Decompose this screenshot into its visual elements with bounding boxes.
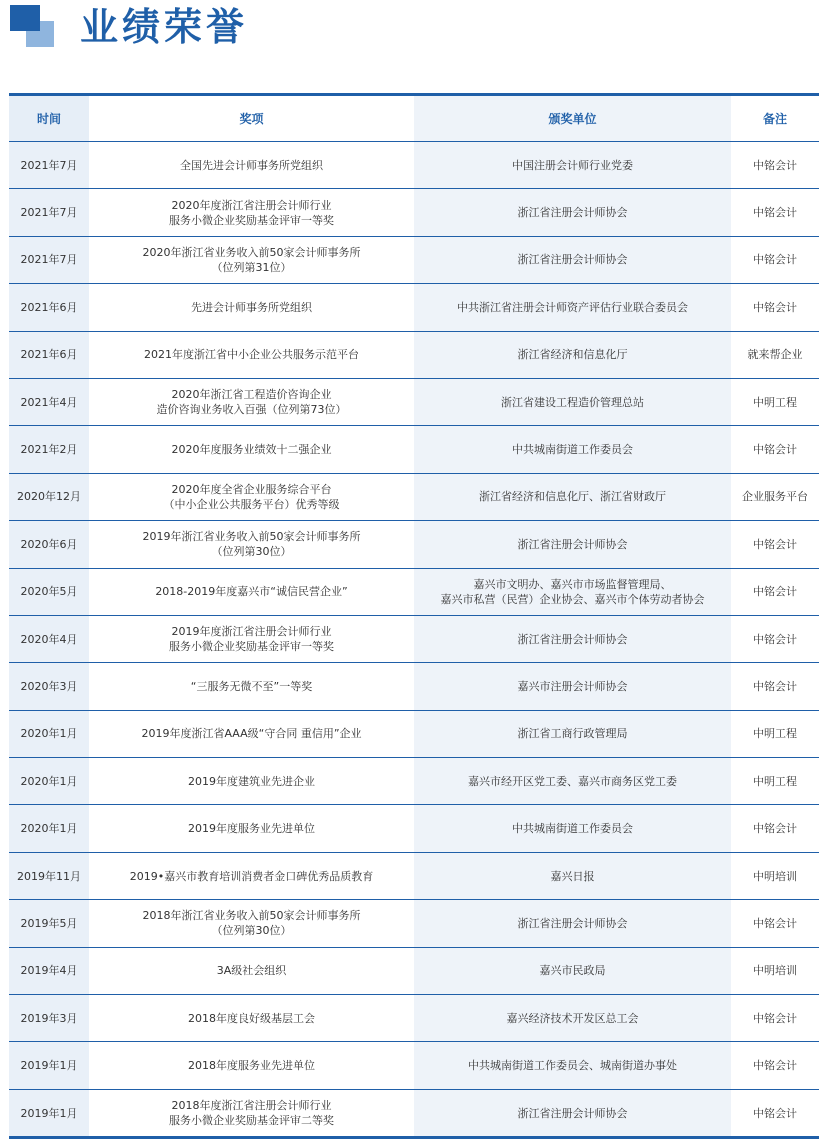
cell-note: 中铭会计 bbox=[731, 142, 819, 189]
cell-date: 2020年1月 bbox=[9, 805, 89, 852]
table-row bbox=[9, 663, 819, 710]
column-header-date: 时间 bbox=[9, 95, 89, 142]
cell-note: 中明培训 bbox=[731, 947, 819, 994]
cell-organization: 嘉兴市民政局 bbox=[414, 947, 731, 994]
table-body bbox=[9, 142, 819, 1138]
table-row bbox=[9, 473, 819, 520]
table-row bbox=[9, 710, 819, 757]
cell-award: 2018年度浙江省注册会计师行业 服务小微企业奖励基金评审二等奖 bbox=[89, 1089, 414, 1137]
cell-date: 2019年3月 bbox=[9, 995, 89, 1042]
cell-award: 全国先进会计师事务所党组织 bbox=[89, 142, 414, 189]
cell-award: 2019年度浙江省注册会计师行业 服务小微企业奖励基金评审一等奖 bbox=[89, 615, 414, 662]
logo-squares-icon bbox=[10, 5, 56, 49]
cell-note: 中铭会计 bbox=[731, 900, 819, 947]
cell-organization: 浙江省注册会计师协会 bbox=[414, 236, 731, 283]
cell-award: 2020年浙江省业务收入前50家会计师事务所 （位列第31位） bbox=[89, 236, 414, 283]
table-row bbox=[9, 568, 819, 615]
cell-note: 中明培训 bbox=[731, 852, 819, 899]
cell-organization: 中共浙江省注册会计师资产评估行业联合委员会 bbox=[414, 284, 731, 331]
cell-note: 中铭会计 bbox=[731, 1089, 819, 1137]
cell-award: 2021年度浙江省中小企业公共服务示范平台 bbox=[89, 331, 414, 378]
cell-award: 2019年度建筑业先进企业 bbox=[89, 758, 414, 805]
column-header-award: 奖项 bbox=[89, 95, 414, 142]
cell-organization: 嘉兴日报 bbox=[414, 852, 731, 899]
cell-note: 中铭会计 bbox=[731, 521, 819, 568]
cell-award: 2019年度浙江省AAA级“守合同 重信用”企业 bbox=[89, 710, 414, 757]
cell-organization: 中国注册会计师行业党委 bbox=[414, 142, 731, 189]
table-row bbox=[9, 758, 819, 805]
cell-note: 中铭会计 bbox=[731, 426, 819, 473]
table-row bbox=[9, 378, 819, 425]
cell-award: 2020年度全省企业服务综合平台 （中小企业公共服务平台）优秀等级 bbox=[89, 473, 414, 520]
honors-table bbox=[9, 93, 819, 1139]
cell-date: 2019年11月 bbox=[9, 852, 89, 899]
cell-date: 2021年6月 bbox=[9, 284, 89, 331]
cell-note: 中明工程 bbox=[731, 378, 819, 425]
cell-date: 2020年1月 bbox=[9, 710, 89, 757]
cell-date: 2019年5月 bbox=[9, 900, 89, 947]
cell-date: 2020年5月 bbox=[9, 568, 89, 615]
table-row bbox=[9, 947, 819, 994]
cell-date: 2021年6月 bbox=[9, 331, 89, 378]
cell-note: 中铭会计 bbox=[731, 1042, 819, 1089]
cell-organization: 浙江省工商行政管理局 bbox=[414, 710, 731, 757]
cell-note: 中明工程 bbox=[731, 710, 819, 757]
table-row bbox=[9, 331, 819, 378]
cell-award: 2018-2019年度嘉兴市“诚信民营企业” bbox=[89, 568, 414, 615]
cell-date: 2019年4月 bbox=[9, 947, 89, 994]
table-row bbox=[9, 900, 819, 947]
table-row bbox=[9, 805, 819, 852]
cell-organization: 中共城南街道工作委员会 bbox=[414, 805, 731, 852]
table-row bbox=[9, 852, 819, 899]
cell-note: 中铭会计 bbox=[731, 189, 819, 236]
cell-award: 3A级社会组织 bbox=[89, 947, 414, 994]
table-row bbox=[9, 1089, 819, 1137]
cell-date: 2021年2月 bbox=[9, 426, 89, 473]
cell-note: 中铭会计 bbox=[731, 805, 819, 852]
cell-award: 2019年浙江省业务收入前50家会计师事务所 （位列第30位） bbox=[89, 521, 414, 568]
cell-organization: 嘉兴经济技术开发区总工会 bbox=[414, 995, 731, 1042]
cell-award: 2019•嘉兴市教育培训消费者金口碑优秀品质教育 bbox=[89, 852, 414, 899]
cell-organization: 浙江省经济和信息化厅、浙江省财政厅 bbox=[414, 473, 731, 520]
table-row bbox=[9, 1042, 819, 1089]
cell-date: 2020年3月 bbox=[9, 663, 89, 710]
table-header-row bbox=[9, 95, 819, 142]
cell-award: “三服务无微不至”一等奖 bbox=[89, 663, 414, 710]
table-row bbox=[9, 142, 819, 189]
table-row bbox=[9, 189, 819, 236]
table-row bbox=[9, 236, 819, 283]
cell-organization: 嘉兴市注册会计师协会 bbox=[414, 663, 731, 710]
cell-organization: 中共城南街道工作委员会 bbox=[414, 426, 731, 473]
table-row bbox=[9, 995, 819, 1042]
cell-note: 中铭会计 bbox=[731, 995, 819, 1042]
cell-date: 2019年1月 bbox=[9, 1089, 89, 1137]
page-title: 业绩荣誉 bbox=[80, 5, 249, 49]
cell-award: 2020年度服务业绩效十二强企业 bbox=[89, 426, 414, 473]
table-row bbox=[9, 426, 819, 473]
cell-note: 就来帮企业 bbox=[731, 331, 819, 378]
cell-award: 2018年度良好级基层工会 bbox=[89, 995, 414, 1042]
cell-date: 2021年7月 bbox=[9, 142, 89, 189]
cell-date: 2021年7月 bbox=[9, 236, 89, 283]
cell-note: 中铭会计 bbox=[731, 568, 819, 615]
cell-organization: 中共城南街道工作委员会、城南街道办事处 bbox=[414, 1042, 731, 1089]
cell-award: 先进会计师事务所党组织 bbox=[89, 284, 414, 331]
cell-note: 中铭会计 bbox=[731, 236, 819, 283]
cell-date: 2021年7月 bbox=[9, 189, 89, 236]
cell-date: 2020年4月 bbox=[9, 615, 89, 662]
cell-award: 2020年度浙江省注册会计师行业 服务小微企业奖励基金评审一等奖 bbox=[89, 189, 414, 236]
cell-award: 2018年度服务业先进单位 bbox=[89, 1042, 414, 1089]
cell-organization: 浙江省建设工程造价管理总站 bbox=[414, 378, 731, 425]
cell-date: 2020年6月 bbox=[9, 521, 89, 568]
cell-note: 企业服务平台 bbox=[731, 473, 819, 520]
column-header-organization: 颁奖单位 bbox=[414, 95, 731, 142]
page-header bbox=[0, 0, 827, 70]
cell-organization: 浙江省注册会计师协会 bbox=[414, 521, 731, 568]
table-row bbox=[9, 615, 819, 662]
cell-organization: 浙江省注册会计师协会 bbox=[414, 1089, 731, 1137]
cell-award: 2020年浙江省工程造价咨询企业 造价咨询业务收入百强（位列第73位） bbox=[89, 378, 414, 425]
table-row bbox=[9, 521, 819, 568]
cell-note: 中明工程 bbox=[731, 758, 819, 805]
table-row bbox=[9, 284, 819, 331]
cell-organization: 嘉兴市文明办、嘉兴市市场监督管理局、 嘉兴市私营（民营）企业协会、嘉兴市个体劳动者协会 bbox=[414, 568, 731, 615]
cell-award: 2018年浙江省业务收入前50家会计师事务所 （位列第30位） bbox=[89, 900, 414, 947]
cell-date: 2021年4月 bbox=[9, 378, 89, 425]
cell-note: 中铭会计 bbox=[731, 615, 819, 662]
cell-organization: 浙江省注册会计师协会 bbox=[414, 189, 731, 236]
cell-note: 中铭会计 bbox=[731, 284, 819, 331]
cell-organization: 浙江省注册会计师协会 bbox=[414, 900, 731, 947]
column-header-note: 备注 bbox=[731, 95, 819, 142]
cell-date: 2020年1月 bbox=[9, 758, 89, 805]
cell-date: 2019年1月 bbox=[9, 1042, 89, 1089]
cell-organization: 浙江省经济和信息化厅 bbox=[414, 331, 731, 378]
cell-organization: 嘉兴市经开区党工委、嘉兴市商务区党工委 bbox=[414, 758, 731, 805]
cell-award: 2019年度服务业先进单位 bbox=[89, 805, 414, 852]
cell-date: 2020年12月 bbox=[9, 473, 89, 520]
cell-note: 中铭会计 bbox=[731, 663, 819, 710]
cell-organization: 浙江省注册会计师协会 bbox=[414, 615, 731, 662]
